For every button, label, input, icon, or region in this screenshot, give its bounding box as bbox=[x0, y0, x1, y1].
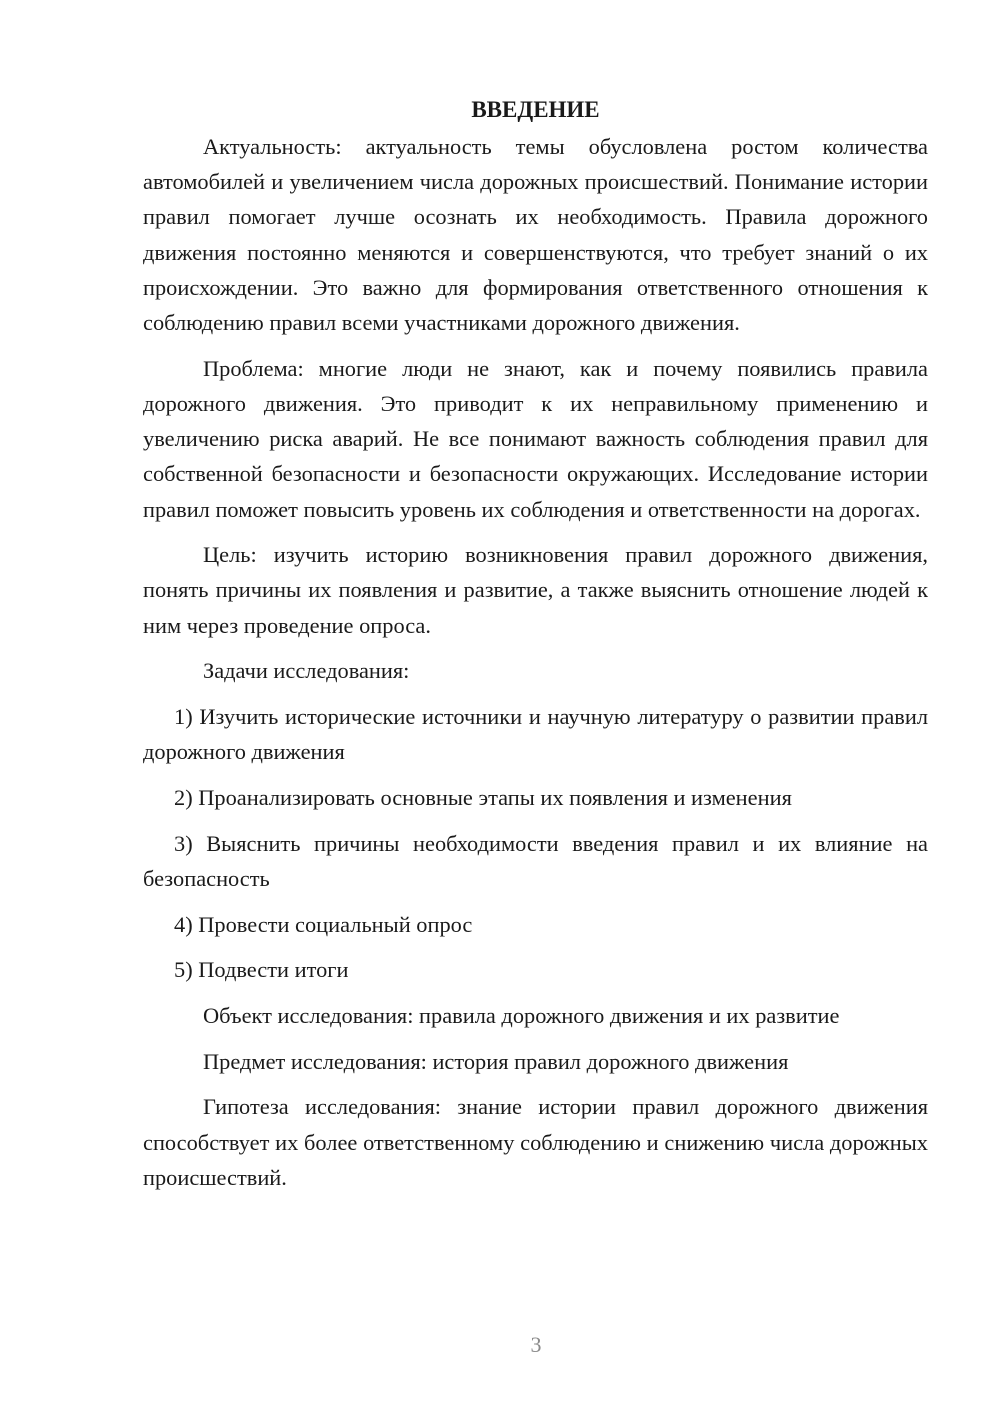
task-item-1: 1) Изучить исторические источники и научную литературу о развитии правил дорожного движения bbox=[143, 704, 928, 765]
document-page bbox=[143, 92, 928, 1205]
paragraph-problem: Проблема: многие люди не знают, как и почему появились правила дорожного движения. Это приводит к их неправильному применению и увеличению риска аварий. Не все понимают важность соблюдения правил для собственной безопасности и безопасности окружающих. Исследование истории правил поможет повысить уровень их соблюдения и ответственности на дорогах. bbox=[143, 355, 928, 522]
task-item-5: 5) Подвести итоги bbox=[174, 957, 349, 983]
task-item-2: 2) Проанализировать основные этапы их появления и изменения bbox=[174, 784, 792, 810]
tasks-heading: Задачи исследования: bbox=[203, 658, 410, 684]
paragraph-goal: Цель: изучить историю возникновения правил дорожного движения, понять причины их появления и развитие, а также выяснить отношение людей к ним через проведение опроса. bbox=[143, 542, 928, 638]
paragraph-hypothesis: Гипотеза исследования: знание истории правил дорожного движения способствует их более ответственному соблюдению и снижению числа дорожных происшествий. bbox=[143, 1094, 928, 1190]
paragraph-relevance: Актуальность: актуальность темы обусловлена ростом количества автомобилей и увеличением числа дорожных происшествий. Понимание истории правил помогает лучше осознать их необходимость. Правила дорожного движения постоянно меняются и совершенствуются, что требует знаний о их происхождении. Это важно для формирования ответственного отношения к соблюдению правил всеми участниками дорожного движения. bbox=[143, 134, 928, 336]
page-title: ВВЕДЕНИЕ bbox=[471, 97, 600, 122]
page-number: 3 bbox=[530, 1332, 542, 1357]
task-item-4: 4) Провести социальный опрос bbox=[174, 911, 473, 937]
paragraph-subject: Предмет исследования: история правил дорожного движения bbox=[203, 1048, 789, 1074]
paragraph-object: Объект исследования: правила дорожного движения и их развитие bbox=[203, 1002, 840, 1028]
task-item-3: 3) Выяснить причины необходимости введения правил и их влияние на безопасность bbox=[143, 830, 928, 891]
